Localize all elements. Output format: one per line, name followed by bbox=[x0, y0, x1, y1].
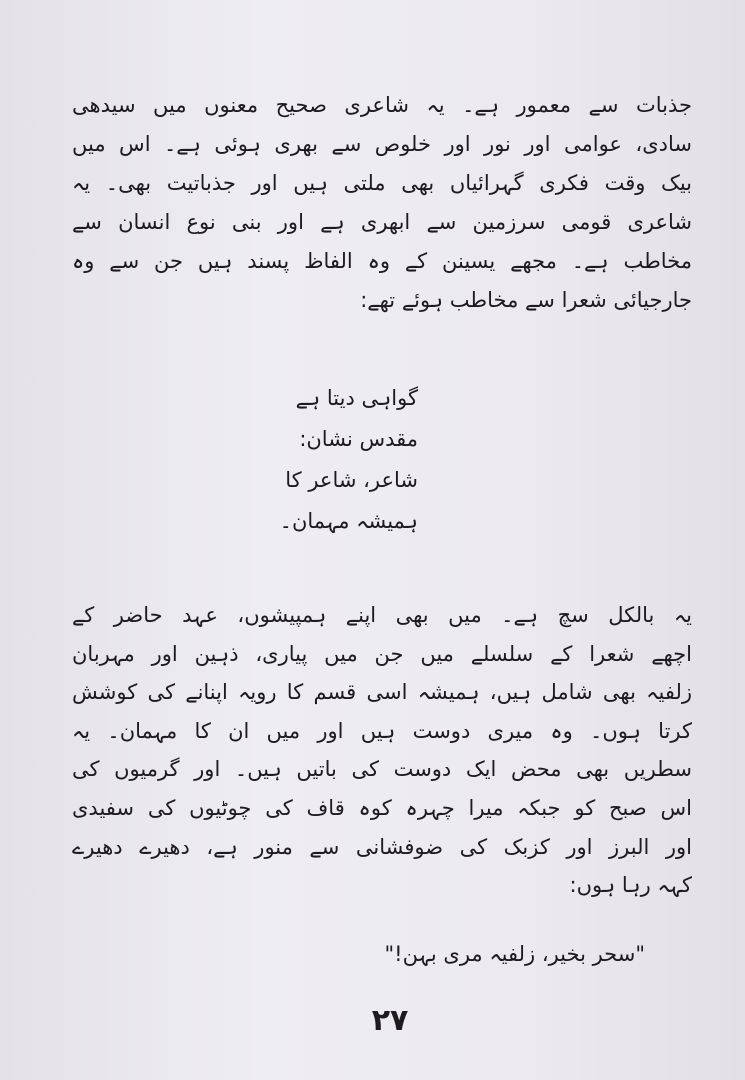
verse-line: گواہی دیتا ہے bbox=[295, 386, 418, 410]
paragraph-line: جذبات سے معمور ہے۔ یہ شاعری صحیح معنوں میں سیدھی bbox=[72, 93, 692, 117]
paragraph-line: کرتا ہوں۔ وہ میری دوست ہیں اور میں ان کا مہمان۔ یہ bbox=[72, 718, 692, 743]
verse-line: مقدس نشان: bbox=[299, 427, 418, 451]
closing-quote: "سحر بخیر، زلفیہ مری بہن!" bbox=[384, 942, 645, 966]
page-number: ۲۷ bbox=[371, 1003, 409, 1038]
paragraph-line: بیک وقت فکری گہرائیاں بھی ملتی ہیں اور جذباتیت بھی۔ یہ bbox=[72, 171, 692, 195]
paragraph-line: مخاطب ہے۔ مجھے یسینن کے وہ الفاظ پسند ہیں جن سے وہ bbox=[72, 249, 692, 273]
paragraph-1 bbox=[72, 86, 692, 320]
paragraph-line: یہ بالکل سچ ہے۔ میں بھی اپنے ہمپیشوں، عہد حاضر کے bbox=[72, 603, 692, 627]
paragraph-2 bbox=[72, 596, 692, 905]
poem-verse bbox=[198, 378, 418, 542]
paragraph-line: کہہ رہا ہوں: bbox=[569, 873, 692, 898]
paragraph-line: شاعری قومی سرزمین سے ابھری ہے اور بنی نوع انسان سے bbox=[72, 210, 692, 234]
paragraph-line: اس صبح کو جبکہ میرا چہرہ کوہ قاف کی چوٹیوں کی سفیدی bbox=[72, 795, 692, 820]
verse-line: شاعر، شاعر کا bbox=[285, 468, 418, 492]
paragraph-line: سطریں بھی محض ایک دوست کی باتیں ہیں۔ اور گرمیوں کی bbox=[72, 757, 692, 782]
paragraph-line: زلفیہ بھی شامل ہیں، ہمیشہ اسی قسم کا رویہ اپنانے کی کوشش bbox=[72, 680, 692, 705]
verse-line: ہمیشہ مہمان۔ bbox=[279, 509, 418, 533]
paragraph-line: اور البرز اور کزبک کی ضوفشانی سے منور ہے، دھیرے دھیرے bbox=[72, 834, 692, 859]
paragraph-line: سادی، عوامی اور نور اور خلوص سے بھری ہوئی ہے۔ اس میں bbox=[72, 132, 692, 156]
paragraph-line: جارجیائی شعرا سے مخاطب ہوئے تھے: bbox=[360, 288, 692, 312]
paragraph-line: اچھے شعرا کے سلسلے میں جن میں پیاری، ذہین اور مہربان bbox=[72, 641, 692, 666]
